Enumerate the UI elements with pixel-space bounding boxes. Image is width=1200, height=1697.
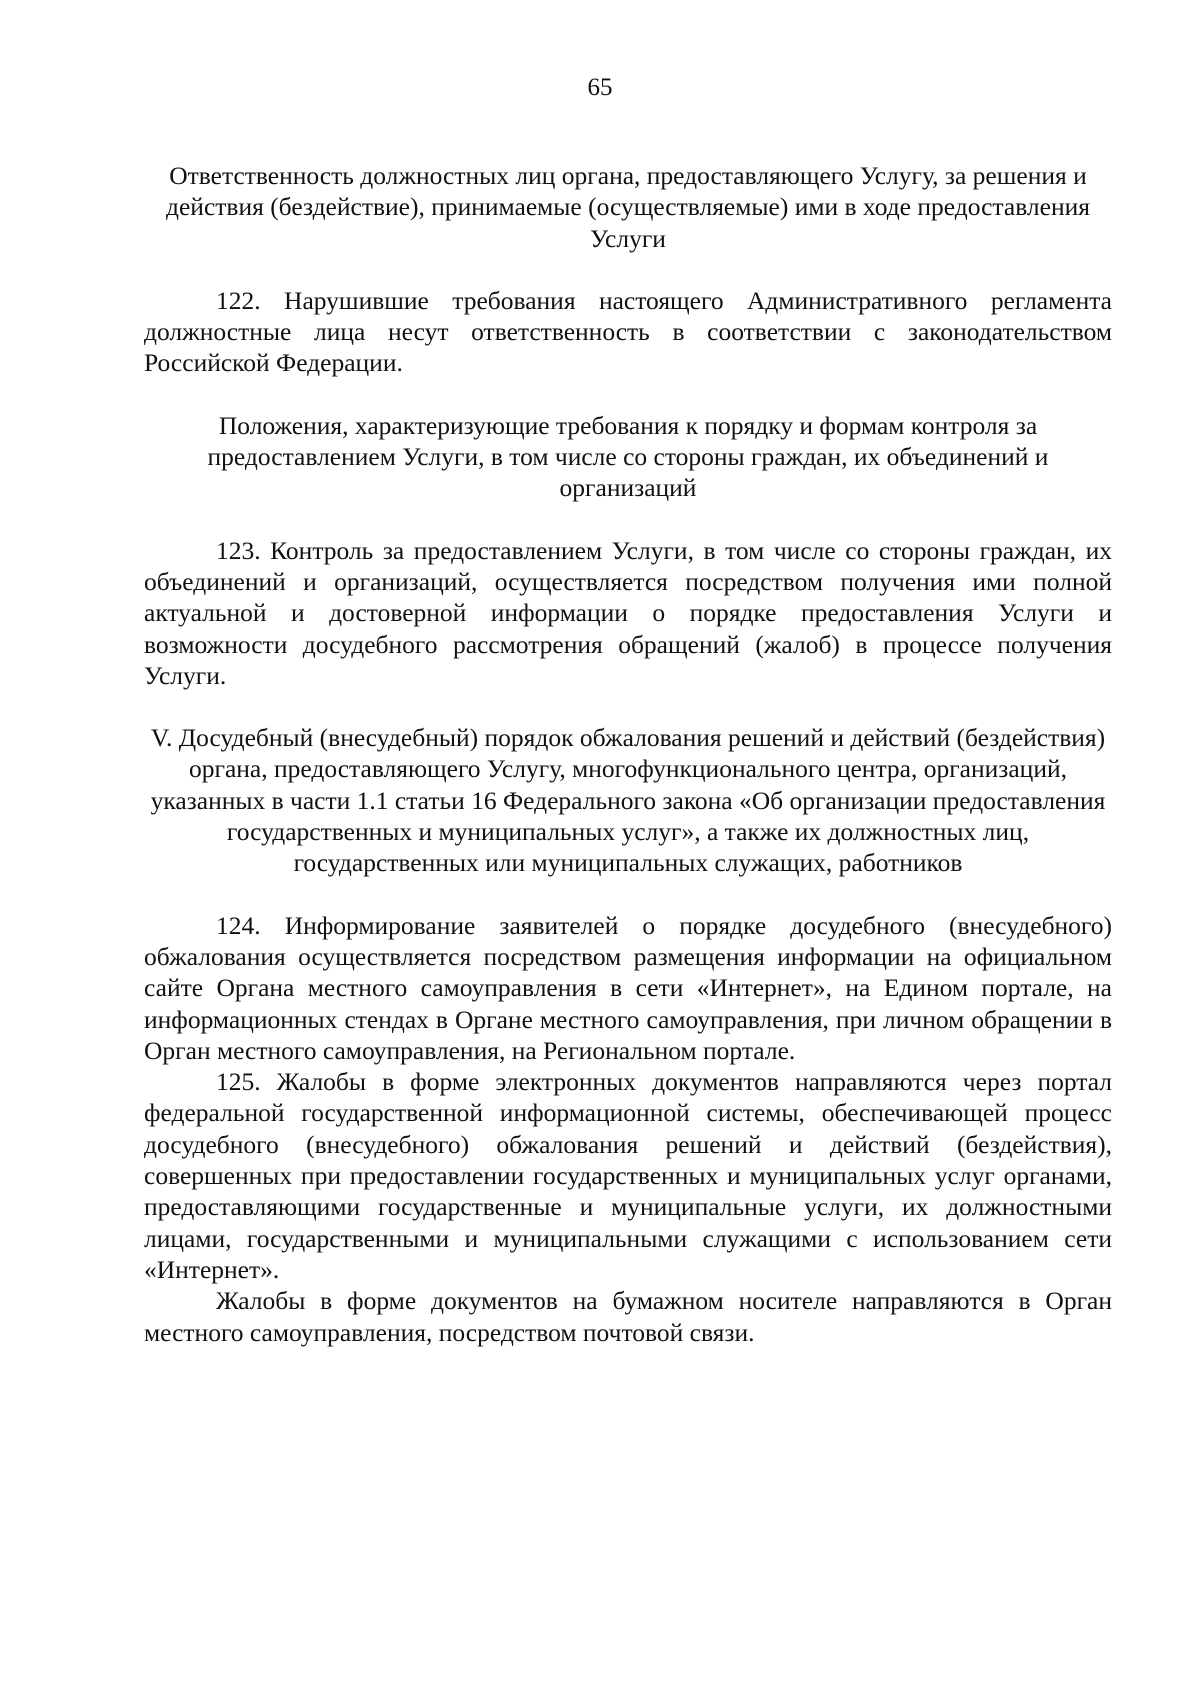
paragraph-125: 125. Жалобы в форме электронных документов направляются через портал федеральной государственной информационной системы, обеспечивающей процесс досудебного (внесудебного) обжалования решений и действий (бездействия), совершенных при предоставлении государственных и муниципальных услуг органами, предоставляющими государственные и муниципальные услуги, их должностными лицами, государственными и муниципальными служащими с использованием сети «Интернет».: [144, 1067, 1112, 1284]
paragraph-122: 122. Нарушившие требования настоящего Административного регламента должностные лица несут ответственность в соответствии с законодательством Российской Федерации.: [144, 285, 1112, 378]
document-body: [144, 160, 1112, 1348]
paragraph-123: 123. Контроль за предоставлением Услуги, в том числе со стороны граждан, их объединений и организаций, осуществляется посредством получения ими полной актуальной и достоверной информации о порядке предоставления Услуги и возможности досудебного рассмотрения обращений (жалоб) в процессе получения Услуги.: [144, 535, 1112, 690]
section-heading-appeal: V. Досудебный (внесудебный) порядок обжалования решений и действий (бездействия) органа, предоставляющего Услугу, многофункционального центра, организаций, указанных в части 1.1 статьи 16 Федерального закона «Об организации предоставления государственных и муниципальных услуг», а также их должностных лиц, государственных или муниципальных служащих, работников: [150, 723, 1106, 878]
paragraph-125-continuation: Жалобы в форме документов на бумажном носителе направляются в Орган местного самоуправления, посредством почтовой связи.: [144, 1286, 1112, 1347]
paragraph-124: 124. Информирование заявителей о порядке досудебного (внесудебного) обжалования осуществляется посредством размещения информации на официальном сайте Органа местного самоуправления в сети «Интернет», на Едином портале, на информационных стендах в Органе местного самоуправления, при личном обращении в Орган местного самоуправления, на Региональном портале.: [144, 910, 1112, 1065]
page-number: 65: [587, 74, 613, 101]
section-heading-responsibility: Ответственность должностных лиц органа, предоставляющего Услугу, за решения и действия (бездействие), принимаемые (осуществляемые) ими в ходе предоставления Услуги: [166, 161, 1090, 253]
section-heading-control: Положения, характеризующие требования к порядку и формам контроля за предоставлением Услуги, в том числе со стороны граждан, их объединений и организаций: [207, 410, 1049, 503]
